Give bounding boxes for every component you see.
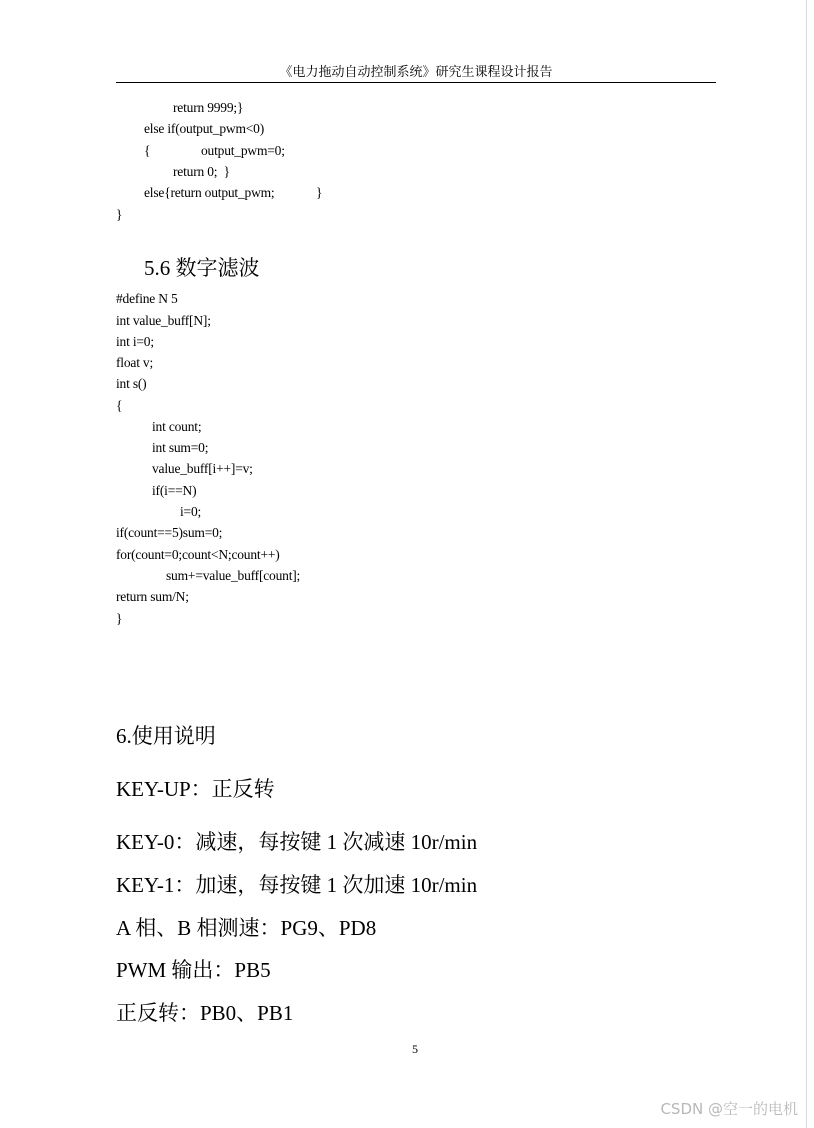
usage-line: 正反转：PB0、PB1 — [116, 1001, 294, 1025]
header-divider — [116, 82, 716, 83]
code-line: { — [144, 143, 151, 158]
code-line: int count; — [152, 419, 202, 434]
code-line: sum+=value_buff[count]; — [166, 568, 301, 583]
code-line: i=0; — [180, 504, 202, 519]
code-line: } — [316, 185, 323, 200]
usage-line: KEY-1：加速，每按键 1 次加速 10r/min — [116, 873, 478, 897]
usage-line: PWM 输出：PB5 — [116, 958, 271, 982]
code-line: } — [116, 611, 123, 626]
code-line: else if(output_pwm<0) — [144, 121, 265, 136]
usage-line: KEY-UP：正反转 — [116, 777, 275, 801]
code-line: float v; — [116, 355, 154, 370]
running-header: 《电力拖动自动控制系统》研究生课程设计报告 — [279, 64, 553, 79]
code-line: int value_buff[N]; — [116, 313, 211, 328]
code-line: int i=0; — [116, 334, 154, 349]
code-line: return sum/N; — [116, 589, 189, 604]
code-line: #define N 5 — [116, 291, 178, 306]
page-number: 5 — [412, 1042, 418, 1056]
code-line: int sum=0; — [152, 440, 209, 455]
code-line: { — [116, 398, 123, 413]
code-line: for(count=0;count<N;count++) — [116, 547, 280, 562]
usage-line: A 相、B 相测速：PG9、PD8 — [116, 916, 377, 940]
section-heading-6: 6.使用说明 — [116, 724, 216, 748]
code-line: return 9999;} — [173, 100, 244, 115]
code-line: else{return output_pwm; — [144, 185, 275, 200]
code-line: return 0; } — [173, 164, 230, 179]
section-heading-5-6: 5.6 数字滤波 — [144, 256, 260, 280]
csdn-watermark: CSDN @空一的电机 — [660, 1100, 798, 1118]
code-line: int s() — [116, 376, 147, 391]
code-line: output_pwm=0; — [201, 143, 285, 158]
usage-line: KEY-0：减速，每按键 1 次减速 10r/min — [116, 830, 478, 854]
code-line: if(i==N) — [152, 483, 197, 498]
code-line: } — [116, 207, 123, 222]
code-line: if(count==5)sum=0; — [116, 525, 223, 540]
code-line: value_buff[i++]=v; — [152, 461, 253, 476]
scrollbar[interactable] — [806, 0, 814, 1128]
